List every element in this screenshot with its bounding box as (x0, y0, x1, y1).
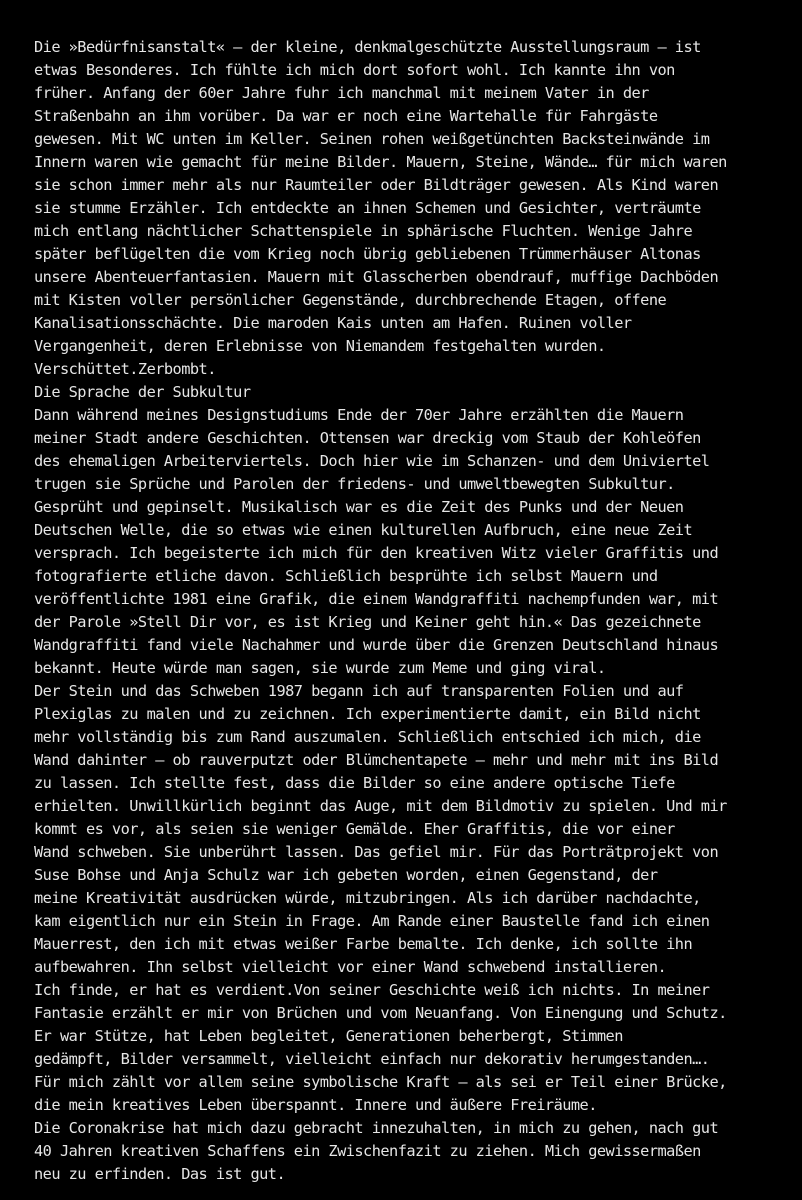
text-line: Verschüttet.Zerbombt. (34, 360, 216, 378)
text-line: Gesprüht und gepinselt. Musikalisch war es die Zeit des Punks und der Neuen (34, 498, 684, 516)
text-line: Dann während meines Designstudiums Ende der 70er Jahre erzählten die Mauern (34, 406, 684, 424)
text-line: Plexiglas zu malen und zu zeichnen. Ich experimentierte damit, ein Bild nicht (34, 705, 701, 723)
text-line: Deutschen Welle, die so etwas wie einen kulturellen Aufbruch, eine neue Zeit (34, 521, 693, 539)
text-line: des ehemaligen Arbeiterviertels. Doch hier wie im Schanzen- und dem Univiertel (34, 452, 710, 470)
text-line: Die Coronakrise hat mich dazu gebracht innezuhalten, in mich zu gehen, nach gut (34, 1119, 719, 1137)
text-line: trugen sie Sprüche und Parolen der friedens- und umweltbewegten Subkultur. (34, 475, 675, 493)
text-line: Wandgraffiti fand viele Nachahmer und wurde über die Grenzen Deutschland hinaus (34, 636, 719, 654)
text-line: Straßenbahn an ihm vorüber. Da war er noch eine Wartehalle für Fahrgäste (34, 107, 658, 125)
text-line: mich entlang nächtlicher Schattenspiele in sphärische Fluchten. Wenige Jahre (34, 222, 693, 240)
text-line: Innern waren wie gemacht für meine Bilder. Mauern, Steine, Wände… für mich waren (34, 153, 727, 171)
text-line: erhielten. Unwillkürlich beginnt das Auge, mit dem Bildmotiv zu spielen. Und mir (34, 797, 727, 815)
text-line: gedämpft, Bilder versammelt, vielleicht einfach nur dekorativ herumgestanden…. (34, 1050, 710, 1068)
text-line: unsere Abenteuerfantasien. Mauern mit Glasscherben obendrauf, muffige Dachböden (34, 268, 719, 286)
text-line: Die »Bedürfnisanstalt« – der kleine, denkmalgeschützte Ausstellungsraum – ist (34, 38, 701, 56)
text-line: aufbewahren. Ihn selbst vielleicht vor einer Wand schwebend installieren. (34, 958, 667, 976)
text-line: mehr vollständig bis zum Rand auszumalen. Schließlich entschied ich mich, die (34, 728, 701, 746)
text-line: Für mich zählt vor allem seine symbolische Kraft – als sei er Teil einer Brücke, (34, 1073, 727, 1091)
text-line: kommt es vor, als seien sie weniger Gemälde. Eher Graffitis, die vor einer (34, 820, 675, 838)
text-line: etwas Besonderes. Ich fühlte ich mich dort sofort wohl. Ich kannte ihn von (34, 61, 675, 79)
text-line: Wand dahinter – ob rauverputzt oder Blümchentapete – mehr und mehr mit ins Bild (34, 751, 719, 769)
text-line: zu lassen. Ich stellte fest, dass die Bilder so eine andere optische Tiefe (34, 774, 675, 792)
text-line: Vergangenheit, deren Erlebnisse von Niemandem festgehalten wurden. (34, 337, 606, 355)
text-line: Suse Bohse und Anja Schulz war ich gebeten worden, einen Gegenstand, der (34, 866, 658, 884)
body-text (34, 36, 774, 1186)
text-line: sie schon immer mehr als nur Raumteiler oder Bildträger gewesen. Als Kind waren (34, 176, 719, 194)
text-line: Der Stein und das Schweben 1987 begann ich auf transparenten Folien und auf (34, 682, 684, 700)
text-line: bekannt. Heute würde man sagen, sie wurde zum Meme und ging viral. (34, 659, 606, 677)
text-line: meine Kreativität ausdrücken würde, mitzubringen. Als ich darüber nachdachte, (34, 889, 701, 907)
text-line: sie stumme Erzähler. Ich entdeckte an ihnen Schemen und Gesichter, verträumte (34, 199, 701, 217)
text-line: Mauerrest, den ich mit etwas weißer Farbe bemalte. Ich denke, ich sollte ihn (34, 935, 693, 953)
text-line: mit Kisten voller persönlicher Gegenstände, durchbrechende Etagen, offene (34, 291, 667, 309)
text-line: fotografierte etliche davon. Schließlich besprühte ich selbst Mauern und (34, 567, 658, 585)
text-line: Die Sprache der Subkultur (34, 383, 251, 401)
text-line: Ich finde, er hat es verdient.Von seiner Geschichte weiß ich nichts. In meiner (34, 981, 710, 999)
text-line: versprach. Ich begeisterte ich mich für den kreativen Witz vieler Graffitis und (34, 544, 719, 562)
text-line: Kanalisationsschächte. Die maroden Kais unten am Hafen. Ruinen voller (34, 314, 632, 332)
text-line: Fantasie erzählt er mir von Brüchen und vom Neuanfang. Von Einengung und Schutz. (34, 1004, 727, 1022)
text-line: 40 Jahren kreativen Schaffens ein Zwischenfazit zu ziehen. Mich gewissermaßen (34, 1142, 701, 1160)
text-line: veröffentlichte 1981 eine Grafik, die einem Wandgraffiti nachempfunden war, mit (34, 590, 719, 608)
text-line: der Parole »Stell Dir vor, es ist Krieg und Keiner geht hin.« Das gezeichnete (34, 613, 701, 631)
text-line: neu zu erfinden. Das ist gut. (34, 1165, 286, 1183)
text-line: die mein kreatives Leben überspannt. Innere und äußere Freiräume. (34, 1096, 597, 1114)
text-line: gewesen. Mit WC unten im Keller. Seinen rohen weißgetünchten Backsteinwände im (34, 130, 710, 148)
text-line: kam eigentlich nur ein Stein in Frage. Am Rande einer Baustelle fand ich einen (34, 912, 710, 930)
text-line: früher. Anfang der 60er Jahre fuhr ich manchmal mit meinem Vater in der (34, 84, 649, 102)
text-line: später beflügelten die vom Krieg noch übrig gebliebenen Trümmerhäuser Altonas (34, 245, 701, 263)
text-line: Wand schweben. Sie unberührt lassen. Das gefiel mir. Für das Porträtprojekt von (34, 843, 719, 861)
text-line: Er war Stütze, hat Leben begleitet, Generationen beherbergt, Stimmen (34, 1027, 623, 1045)
text-line: meiner Stadt andere Geschichten. Ottensen war dreckig vom Staub der Kohleöfen (34, 429, 701, 447)
